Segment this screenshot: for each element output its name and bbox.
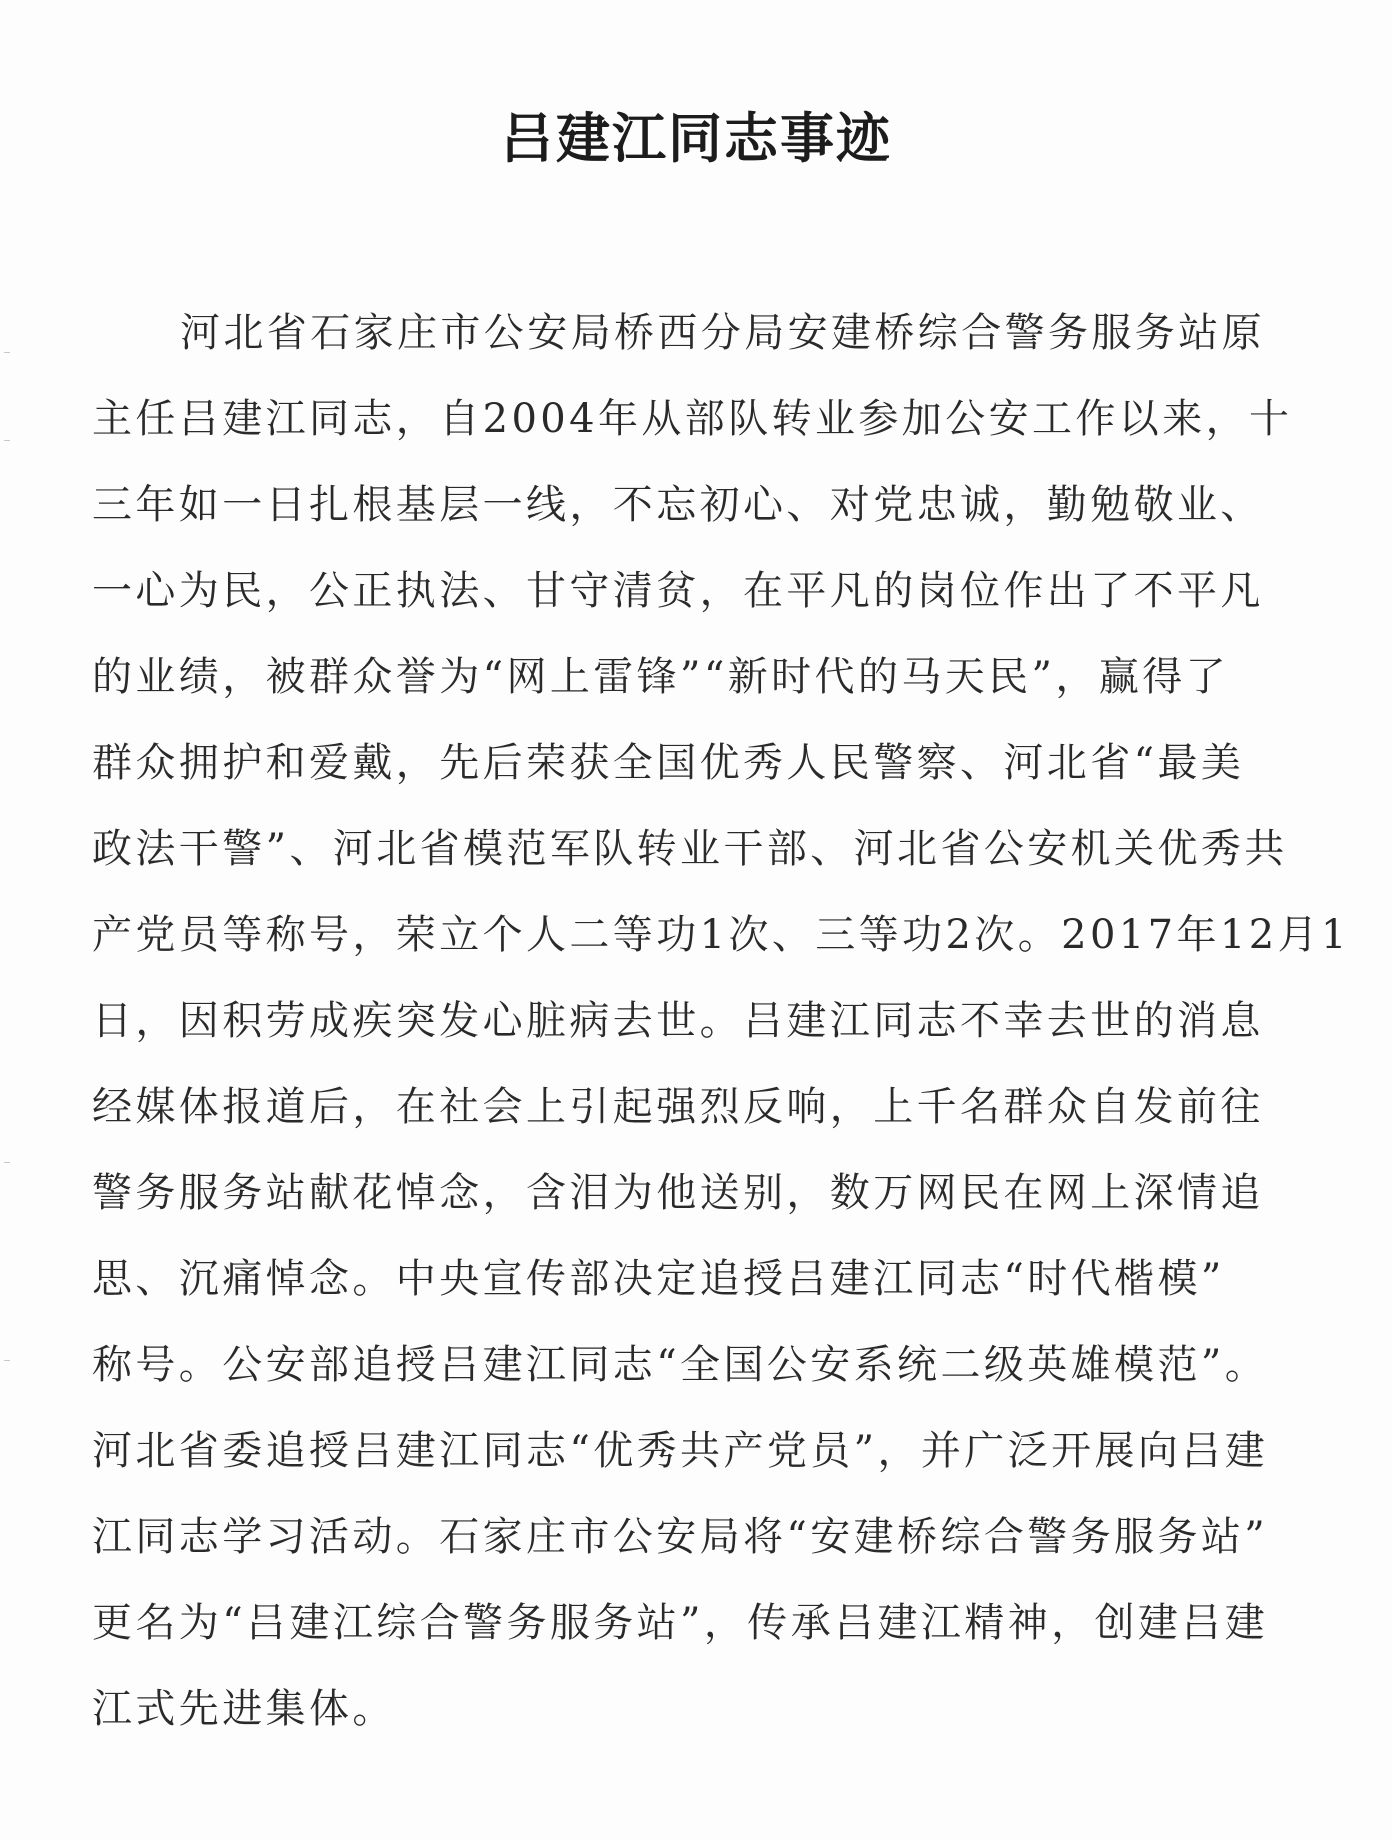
body-line: 政法干警”、河北省模范军队转业干部、河北省公安机关优秀共 bbox=[92, 826, 1288, 872]
document-body bbox=[92, 290, 1350, 1752]
body-line: 更名为“吕建江综合警务服务站”，传承吕建江精神，创建吕建 bbox=[92, 1600, 1269, 1646]
body-line: 河北省委追授吕建江同志“优秀共产党员”，并广泛开展向吕建 bbox=[92, 1428, 1269, 1474]
body-line: 主任吕建江同志，自2004年从部队转业参加公安工作以来，十 bbox=[92, 396, 1293, 442]
scan-speck bbox=[4, 440, 10, 441]
body-line: 经媒体报道后，在社会上引起强烈反响，上千名群众自发前往 bbox=[92, 1084, 1264, 1130]
body-line: 日，因积劳成疾突发心脏病去世。吕建江同志不幸去世的消息 bbox=[92, 998, 1264, 1044]
document-title: 吕建江同志事迹 bbox=[500, 106, 892, 170]
body-line: 三年如一日扎根基层一线，不忘初心、对党忠诚，勤勉敬业、 bbox=[92, 482, 1264, 528]
body-line: 河北省石家庄市公安局桥西分局安建桥综合警务服务站原 bbox=[180, 310, 1265, 356]
body-line: 的业绩，被群众誉为“网上雷锋”“新时代的马天民”，赢得了 bbox=[92, 654, 1229, 700]
body-line: 称号。公安部追授吕建江同志“全国公安系统二级英雄模范”。 bbox=[92, 1342, 1269, 1388]
body-line: 江式先进集体。 bbox=[92, 1686, 396, 1732]
scan-speck bbox=[4, 352, 10, 353]
body-line: 一心为民，公正执法、甘守清贫，在平凡的岗位作出了不平凡 bbox=[92, 568, 1264, 614]
scan-speck bbox=[4, 1360, 10, 1361]
body-line: 群众拥护和爱戴，先后荣获全国优秀人民警察、河北省“最美 bbox=[92, 740, 1245, 786]
body-line: 思、沉痛悼念。中央宣传部决定追授吕建江同志“时代楷模” bbox=[92, 1256, 1225, 1302]
body-line: 警务服务站献花悼念，含泪为他送别，数万网民在网上深情追 bbox=[92, 1170, 1264, 1216]
body-line: 江同志学习活动。石家庄市公安局将“安建桥综合警务服务站” bbox=[92, 1514, 1269, 1560]
body-line: 产党员等称号，荣立个人二等功1次、三等功2次。2017年12月1 bbox=[92, 912, 1350, 958]
scan-speck bbox=[4, 1162, 10, 1163]
